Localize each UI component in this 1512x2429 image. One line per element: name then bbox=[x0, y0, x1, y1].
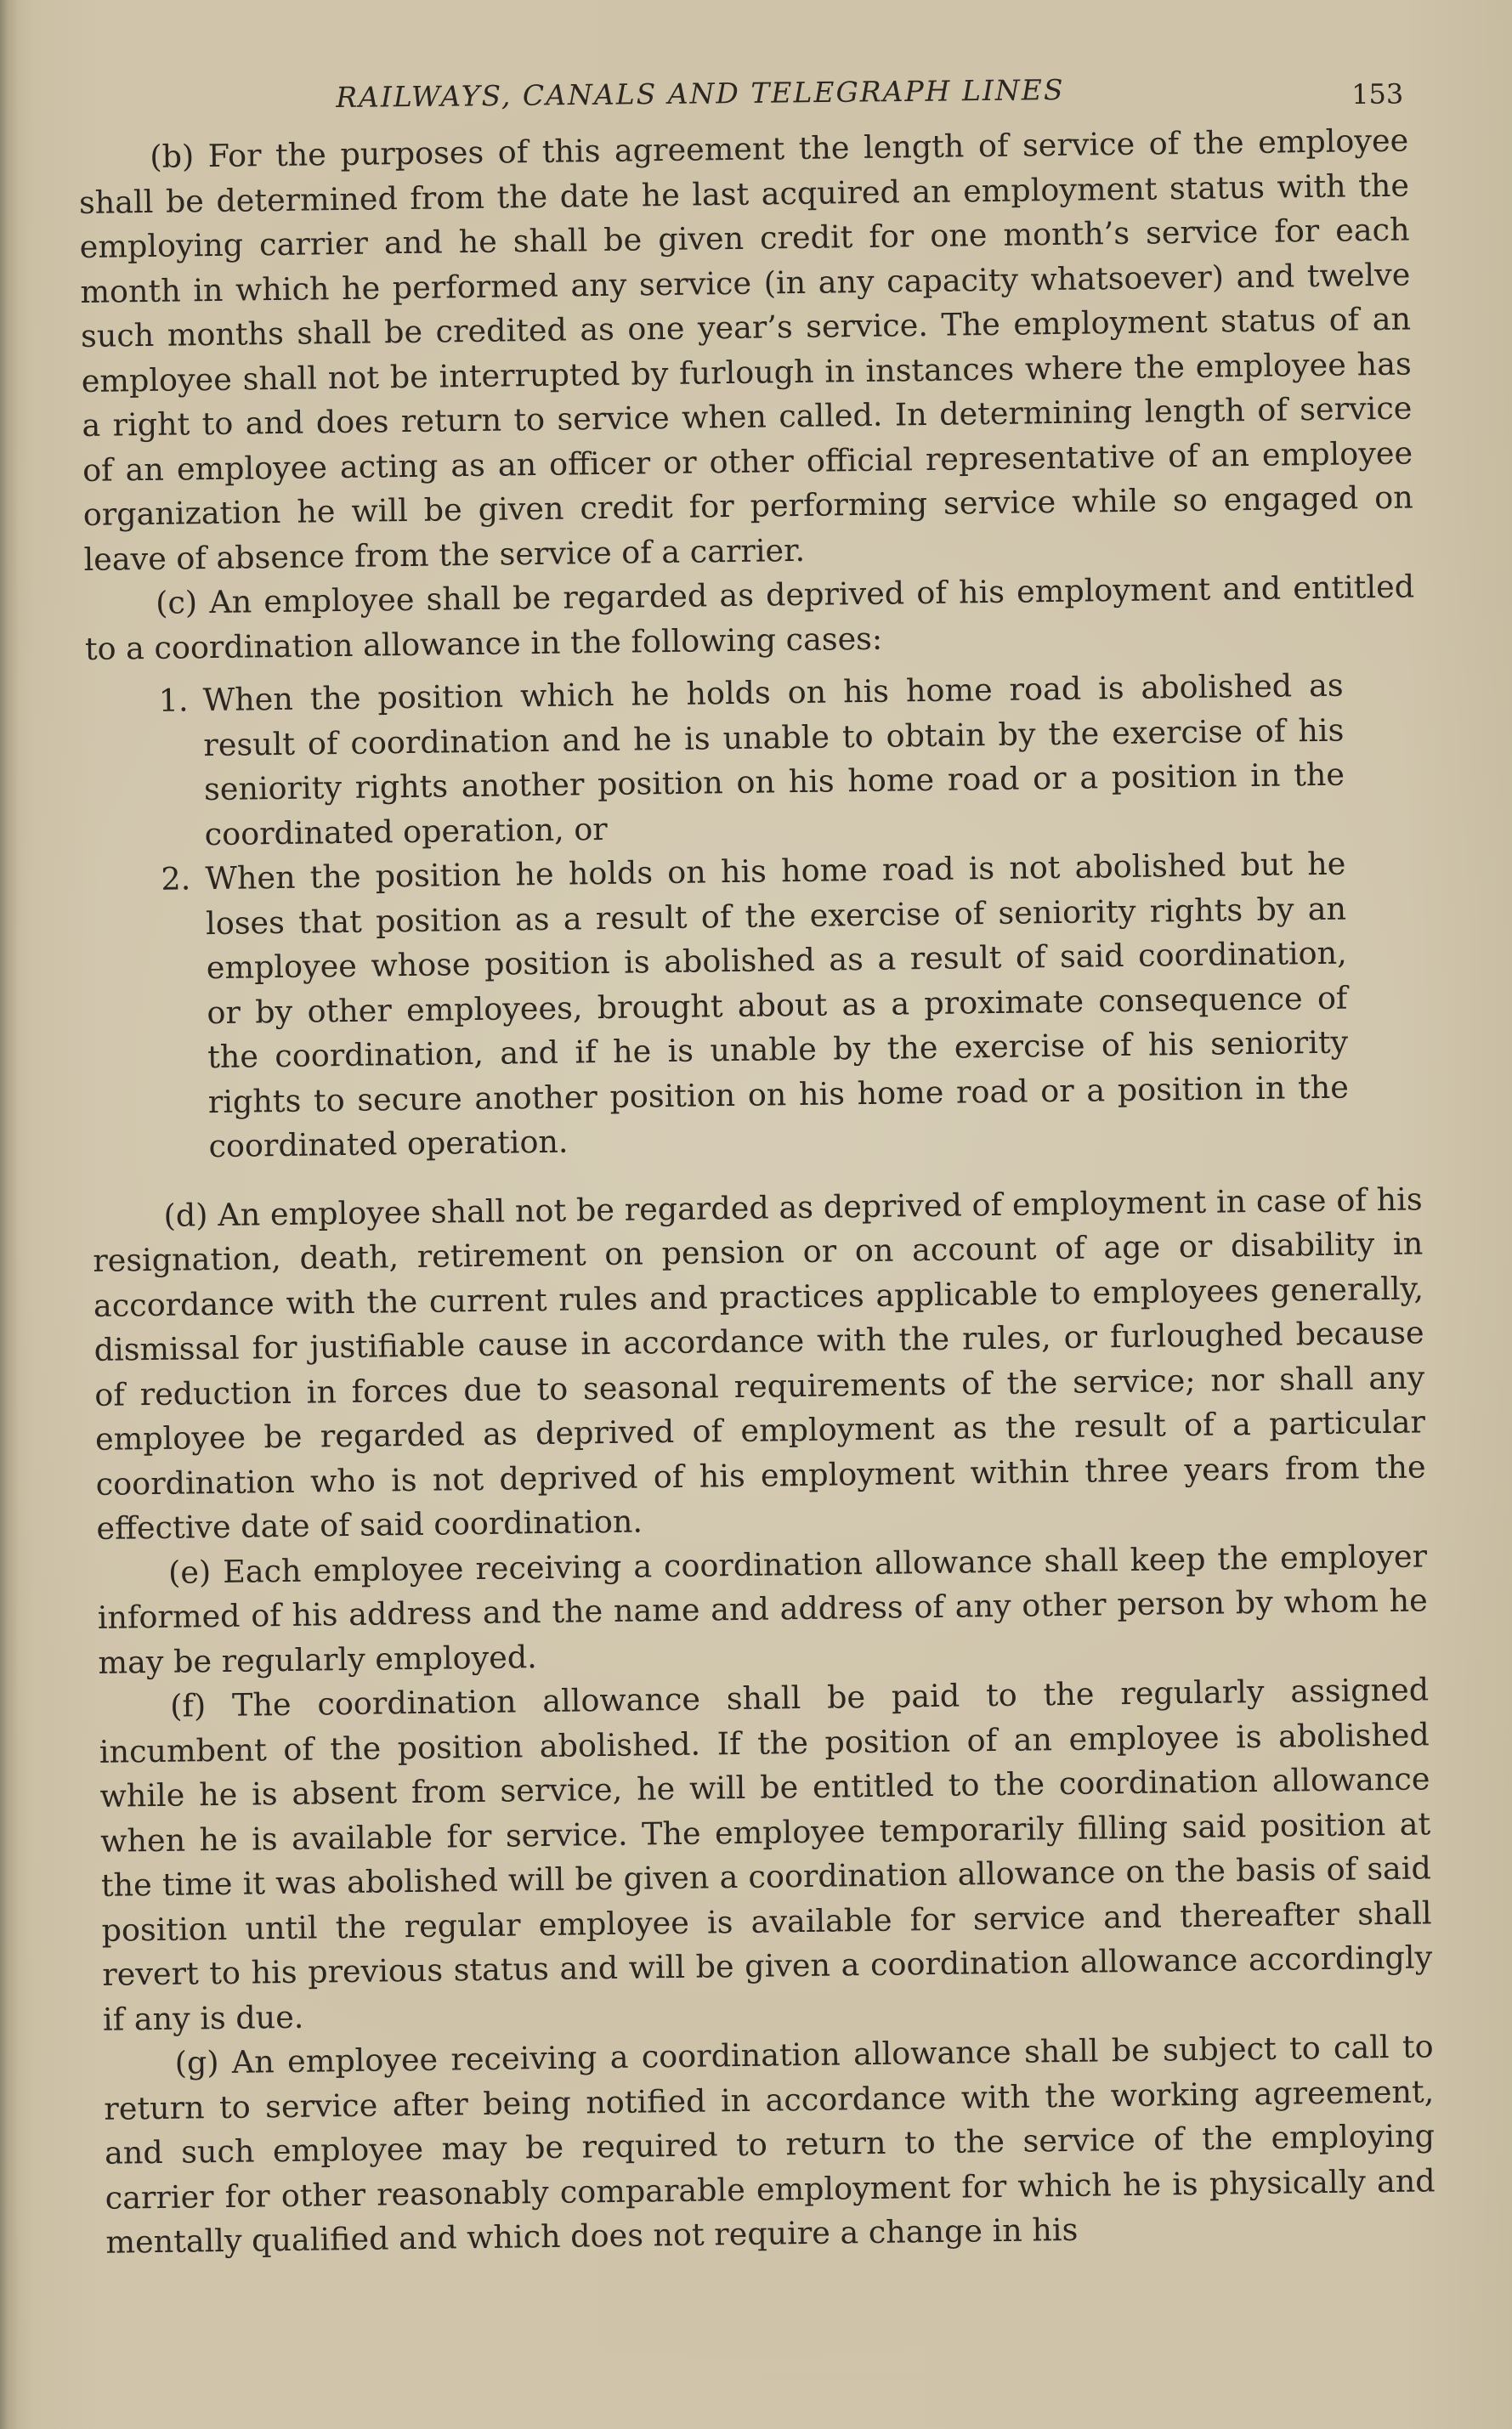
page-spine-edge bbox=[0, 0, 19, 2429]
paragraph-e: (e) Each employee receiving a coordination allowance shall keep the employer informed of his address and the name and address of any other person by whom he may be regularly employed. bbox=[97, 1537, 1428, 1681]
paragraph-b: (b) For the purposes of this agreement the length of service of the employee shall be determined from the date he last acquired an employment status with the employing carrier and he shall be given credit for one month’s service for each month in which he performed any service (in any capacity whatsoever) and twelve such months shall be credited as one year’s service. The employment status of an employee shall not be interrupted by furlough in instances where the employee has a right to and does return to service when called. In determining length of service of an employee acting as an officer or other official representative of an employee organization he will be given credit for performing service while so engaged on leave of absence from the service of a carrier. bbox=[78, 122, 1413, 578]
body-text bbox=[78, 119, 1436, 2266]
cases-list bbox=[85, 662, 1421, 1170]
list-item-number: 2. bbox=[161, 860, 191, 897]
paragraph-d: (d) An employee shall not be regarded as deprived of employment in case of his resignation, death, retirement on pension or on account of age or disability in accordance with the current rules and practices applicable to employees generally, dismissal for justifiable cause in accordance with the rules, or furloughed because of reduction in forces due to seasonal requirements of the service; nor shall any employee be regarded as deprived of employment as the result of a particular coordination who is not deprived of his employment within three years from the effective date of said coordination. bbox=[93, 1180, 1426, 1547]
paragraph-g: (g) An employee receiving a coordination allowance shall be subject to call to return to service after being notified in accordance with the working agreement, and such employee may be required to return to the service of the employing carrier for other reasonably comparable employment for which he is physically and mentally qualified and which does not require a change in his bbox=[104, 2028, 1436, 2261]
paragraph-f: (f) The coordination allowance shall be paid to the regularly assigned incumbent of the position abolished. If the position of an employee is abolished while he is absent from service, he will be entitled to the coordination allowance when he is available for service. The employee temporarily filling said position at the time it was abolished will be given a coordination allowance on the basis of said position until the regular employee is available for service and thereafter shall revert to his previous status and will be given a coordination allowance accordingly if any is due. bbox=[99, 1671, 1433, 2038]
list-item-text: When the position which he holds on his home road is abolished as result of coordination and he is unable to obtain by the exercise of his seniority rights another position on his home road or a position in the coordinated operation, or bbox=[202, 666, 1345, 852]
list-item-number: 1. bbox=[158, 682, 189, 719]
list-item bbox=[85, 662, 1418, 858]
list-item bbox=[88, 841, 1422, 1170]
running-head-title: RAILWAYS, CANALS AND TELEGRAPH LINES bbox=[336, 73, 1065, 114]
list-item-text: When the position he holds on his home road is not abolished but he loses that position as a result of the exercise of seniority rights by an employee whose position is abolished as a result of said coordination, or by other employees, brought about as a proximate consequence of the coordination, and if he is unable by the exercise of his seniority rights to secure another position on his home road or a position in the coordinated operation. bbox=[205, 845, 1350, 1165]
paragraph-c: (c) An employee shall be regarded as deprived of his employment and entitled to a coordination allowance in the following cases: bbox=[84, 568, 1415, 667]
page-number: 153 bbox=[1351, 77, 1404, 110]
